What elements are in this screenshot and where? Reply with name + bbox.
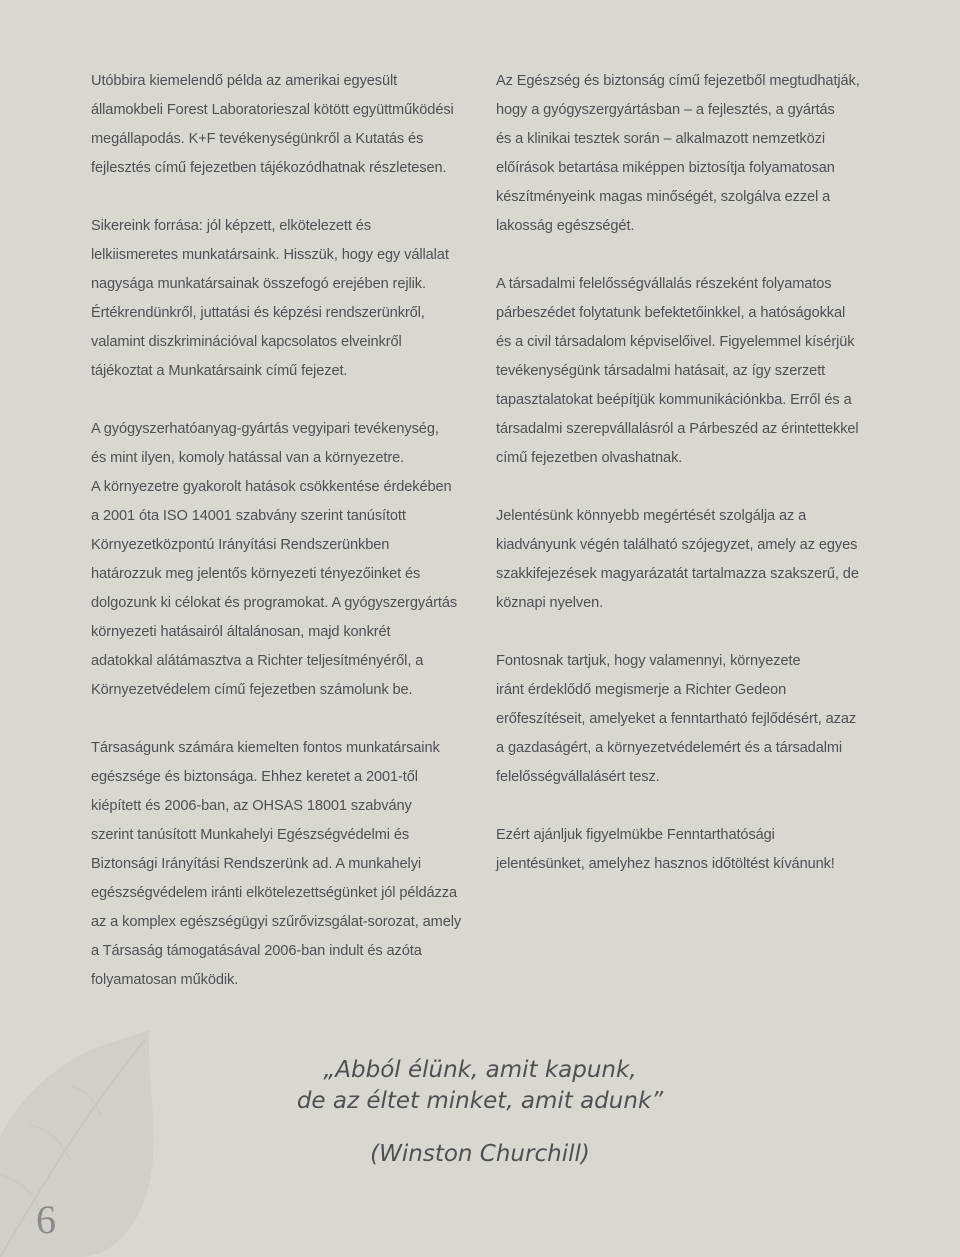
right-paragraph-5: Ezért ajánljuk figyelmükbe Fenntarthatósági jelentésünket, amelyhez hasznos időtöltést kívánunk!: [496, 827, 835, 872]
right-paragraph-3: Jelentésünk könnyebb megértését szolgálja az a kiadványunk végén található szójegyzet, amely az egyes szakkifejezések magyarázatát tartalmazza szakszerű, de köznapi nyelven.: [496, 508, 859, 611]
left-text-column: [91, 67, 471, 995]
left-paragraph-4: Társaságunk számára kiemelten fontos munkatársaink egészsége és biztonsága. Ehhez keretet a 2001-től kiépített és 2006-ban, az OHSAS 18001 szabvány szerint tanúsított Munkahelyi Egészségvédelmi és Biztonsági Irányítási Rendszerünk ad. A munkahelyi egészségvédelem iránti elkötelezettségünket jól példázza az a komplex egészségügyi szűrővizsgálat-sorozat, amely a Társaság támogatásával 2006-ban indult és azóta folyamatosan működik.: [91, 740, 462, 988]
quote-line-1: „Abból élünk, amit kapunk,: [323, 1057, 637, 1083]
right-paragraph-4: Fontosnak tartjuk, hogy valamennyi, környezete iránt érdeklődő megismerje a Richter Gedeon erőfeszítéseit, amelyeket a fenntartható fejlődésért, azaz a gazdaságért, a környezetvédelemért és a társadalmi felelősségvállalásért tesz.: [496, 653, 857, 785]
right-paragraph-2: A társadalmi felelősségvállalás részeként folyamatos párbeszédet folytatunk befektetőinkkel, a hatóságokkal és a civil társadalom képviselőivel. Figyelemmel kísérjük tevékenységünk társadalmi hatásait, az így szerzett tapasztalatokat beépítjük kommunikációnkba. Erről és a társadalmi szerepvállalásról a Párbeszéd az érintettekkel című fejezetben olvashatnak.: [496, 276, 859, 466]
right-text-column: [496, 67, 896, 879]
left-paragraph-2: Sikereink forrása: jól képzett, elkötelezett és lelkiismeretes munkatársaink. Hisszük, hogy egy vállalat nagysága munkatársainak összefogó erejében rejlik. Értékrendünkről, juttatási és képzési rendszerünkről, valamint diszkriminációval kapcsolatos elveinkről tájékoztat a Munkatársaink című fejezet.: [91, 218, 449, 379]
page-number: 6: [36, 1197, 56, 1242]
right-paragraph-1: Az Egészség és biztonság című fejezetből megtudhatják, hogy a gyógyszergyártásban – a fejlesztés, a gyártás és a klinikai tesztek során – alkalmazott nemzetközi előírások betartása miképpen biztosítja folyamatosan készítményeink magas minőségét, szolgálva ezzel a lakosság egészségét.: [496, 73, 860, 234]
churchill-quote: [0, 1055, 960, 1117]
quote-author: (Winston Churchill): [370, 1141, 590, 1167]
left-paragraph-1: Utóbbira kiemelendő példa az amerikai egyesült államokbeli Forest Laboratorieszal kötött együttműködési megállapodás. K+F tevékenységünkről a Kutatás és fejlesztés című fejezetben tájékozódhatnak részletesen.: [91, 73, 454, 176]
left-paragraph-3: A gyógyszerhatóanyag-gyártás vegyipari tevékenység, és mint ilyen, komoly hatással van a környezetre. A környezetre gyakorolt hatások csökkentése érdekében a 2001 óta ISO 14001 szabvány szerint tanúsított Környezetközpontú Irányítási Rendszerünkben határozzuk meg jelentős környezeti tényezőinket és dolgozunk ki célokat és programokat. A gyógyszergyártás környezeti hatásairól általánosan, majd konkrét adatokkal alátámasztva a Richter teljesítményéről, a Környezetvédelem című fejezetben számolunk be.: [91, 421, 458, 698]
quote-line-2: de az éltet minket, amit adunk”: [296, 1088, 664, 1114]
